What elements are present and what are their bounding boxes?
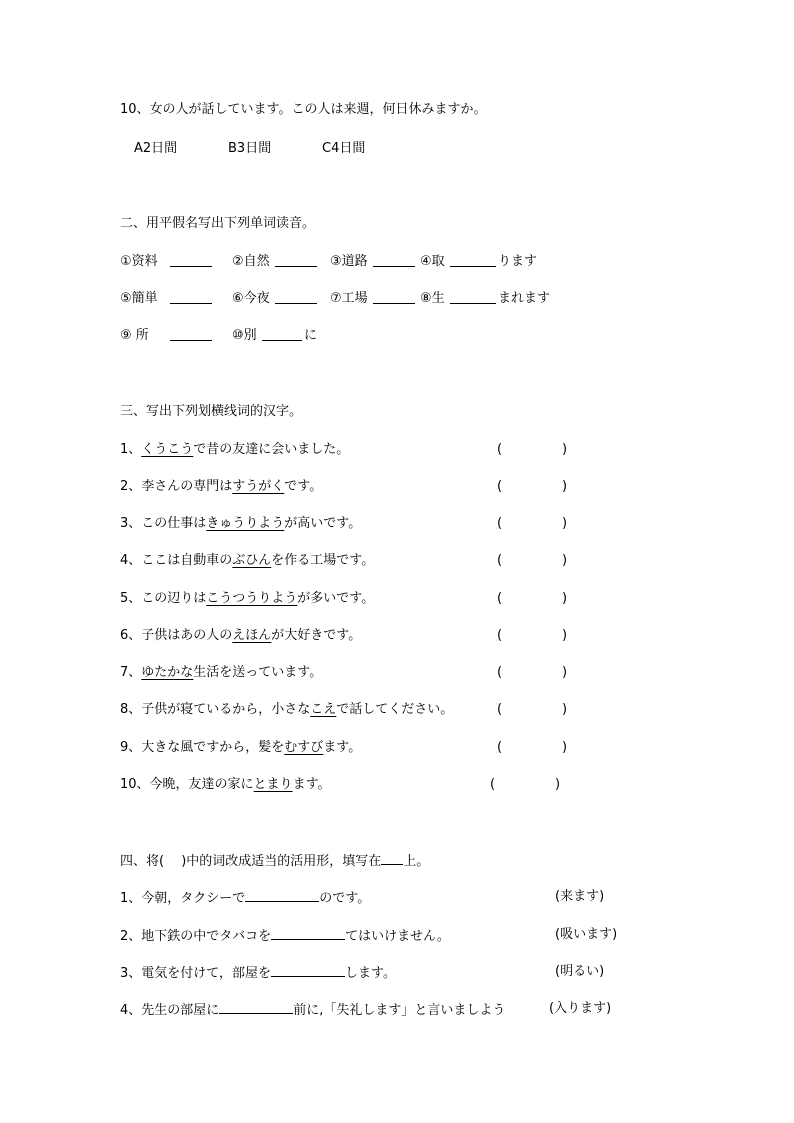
word-4: ④取 [420, 254, 445, 269]
answer-blank[interactable] [373, 254, 415, 267]
answer-paren-open: ( [497, 591, 503, 606]
answer-blank[interactable] [275, 291, 317, 304]
word-7: ⑦工場 [330, 291, 368, 306]
answer-paren-open: ( [497, 702, 503, 717]
verb-hint: (吸います) [555, 927, 618, 942]
answer-paren-close: ) [562, 442, 568, 457]
answer-paren-close: ) [562, 591, 568, 606]
answer-paren-open: ( [497, 516, 503, 531]
underlined-word: すうがく [232, 479, 285, 494]
section3-item: 9、大きな風ですから，髪をむすびます。 [120, 740, 362, 755]
answer-blank[interactable] [271, 964, 345, 977]
answer-blank[interactable] [170, 254, 212, 267]
word-2: ②自然 [232, 254, 270, 269]
section2-heading: 二、用平假名写出下列单词读音。 [120, 216, 316, 231]
section4-item: 1、今朝，タクシーで のです。 [120, 891, 371, 906]
underlined-word: ぶひん [232, 553, 272, 568]
q10-option-b: B3日間 [228, 141, 272, 156]
section3-heading: 三、写出下列划横线词的汉字。 [120, 404, 303, 419]
answer-paren-open: ( [497, 479, 503, 494]
answer-blank[interactable] [262, 328, 302, 341]
underlined-word: きゅうりよう [206, 516, 285, 531]
section3-item: 5、この辺りはこうつうりようが多いです。 [120, 591, 375, 606]
underlined-word: とまり [253, 777, 293, 792]
answer-paren-open: ( [497, 665, 503, 680]
section4-item: 4、先生の部屋に 前に,「失礼します」と言いましよう [120, 1003, 506, 1018]
verb-hint: (来ます) [555, 889, 605, 904]
answer-blank[interactable] [170, 291, 212, 304]
section3-item: 10、今晩，友達の家にとまります。 [120, 777, 331, 792]
underlined-word: こえ [310, 702, 337, 717]
answer-paren-close: ) [562, 628, 568, 643]
answer-paren-close: ) [562, 665, 568, 680]
section3-item: 4、ここは自動車のぶひんを作る工場です。 [120, 553, 375, 568]
answer-paren-close: ) [555, 777, 561, 792]
section3-item: 8、子供が寝ているから，小さなこえで話してください。 [120, 702, 454, 717]
word-10-suffix: に [304, 328, 318, 343]
verb-hint: (入ります) [549, 1001, 612, 1016]
answer-paren-close: ) [562, 553, 568, 568]
section4-item: 2、地下鉄の中でタバコを てはいけません。 [120, 929, 450, 944]
answer-paren-close: ) [562, 479, 568, 494]
underlined-word: くうこう [141, 442, 194, 457]
q10-option-c: C4日間 [322, 141, 366, 156]
answer-paren-open: ( [497, 442, 503, 457]
word-1: ①资料 [120, 254, 158, 269]
word-9: ⑨ 所 [120, 328, 149, 343]
underlined-word: むすび [284, 740, 324, 755]
word-3: ③道路 [330, 254, 368, 269]
verb-hint: (明るい) [555, 964, 605, 979]
q10-question: 10、女の人が話しています。この人は来週，何日休みますか。 [120, 102, 487, 117]
word-4-suffix: ります [498, 254, 538, 269]
section3-item: 7、ゆたかな生活を送っています。 [120, 665, 323, 680]
word-6: ⑥今夜 [232, 291, 270, 306]
underlined-word: えほん [232, 628, 272, 643]
section3-item: 1、くうこうで昔の友達に会いました。 [120, 442, 350, 457]
answer-blank[interactable] [245, 889, 319, 902]
word-8-suffix: まれます [498, 291, 551, 306]
underlined-word: ゆたかな [141, 665, 194, 680]
section3-item: 6、子供はあの人のえほんが大好きです。 [120, 628, 362, 643]
section3-item: 3、この仕事はきゅうりようが高いです。 [120, 516, 362, 531]
q10-option-a: A2日間 [134, 141, 178, 156]
answer-paren-close: ) [562, 702, 568, 717]
answer-paren-open: ( [490, 777, 496, 792]
answer-paren-open: ( [497, 553, 503, 568]
word-5: ⑤簡単 [120, 291, 158, 306]
answer-paren-open: ( [497, 740, 503, 755]
answer-paren-close: ) [562, 516, 568, 531]
section3-item: 2、李さんの専門はすうがくです。 [120, 479, 323, 494]
word-8: ⑧生 [420, 291, 445, 306]
answer-blank[interactable] [275, 254, 317, 267]
section4-heading: 四、将( )中的词改成适当的活用形，填写在 上。 [120, 854, 430, 869]
answer-blank[interactable] [271, 927, 345, 940]
answer-paren-close: ) [562, 740, 568, 755]
heading-blank [381, 852, 403, 865]
answer-paren-open: ( [497, 628, 503, 643]
answer-blank[interactable] [170, 328, 212, 341]
answer-blank[interactable] [450, 254, 496, 267]
answer-blank[interactable] [450, 291, 496, 304]
word-10: ⑩別 [232, 328, 257, 343]
section4-item: 3、電気を付けて，部屋を します。 [120, 966, 396, 981]
answer-blank[interactable] [373, 291, 415, 304]
underlined-word: こうつうりよう [206, 591, 298, 606]
answer-blank[interactable] [219, 1001, 293, 1014]
